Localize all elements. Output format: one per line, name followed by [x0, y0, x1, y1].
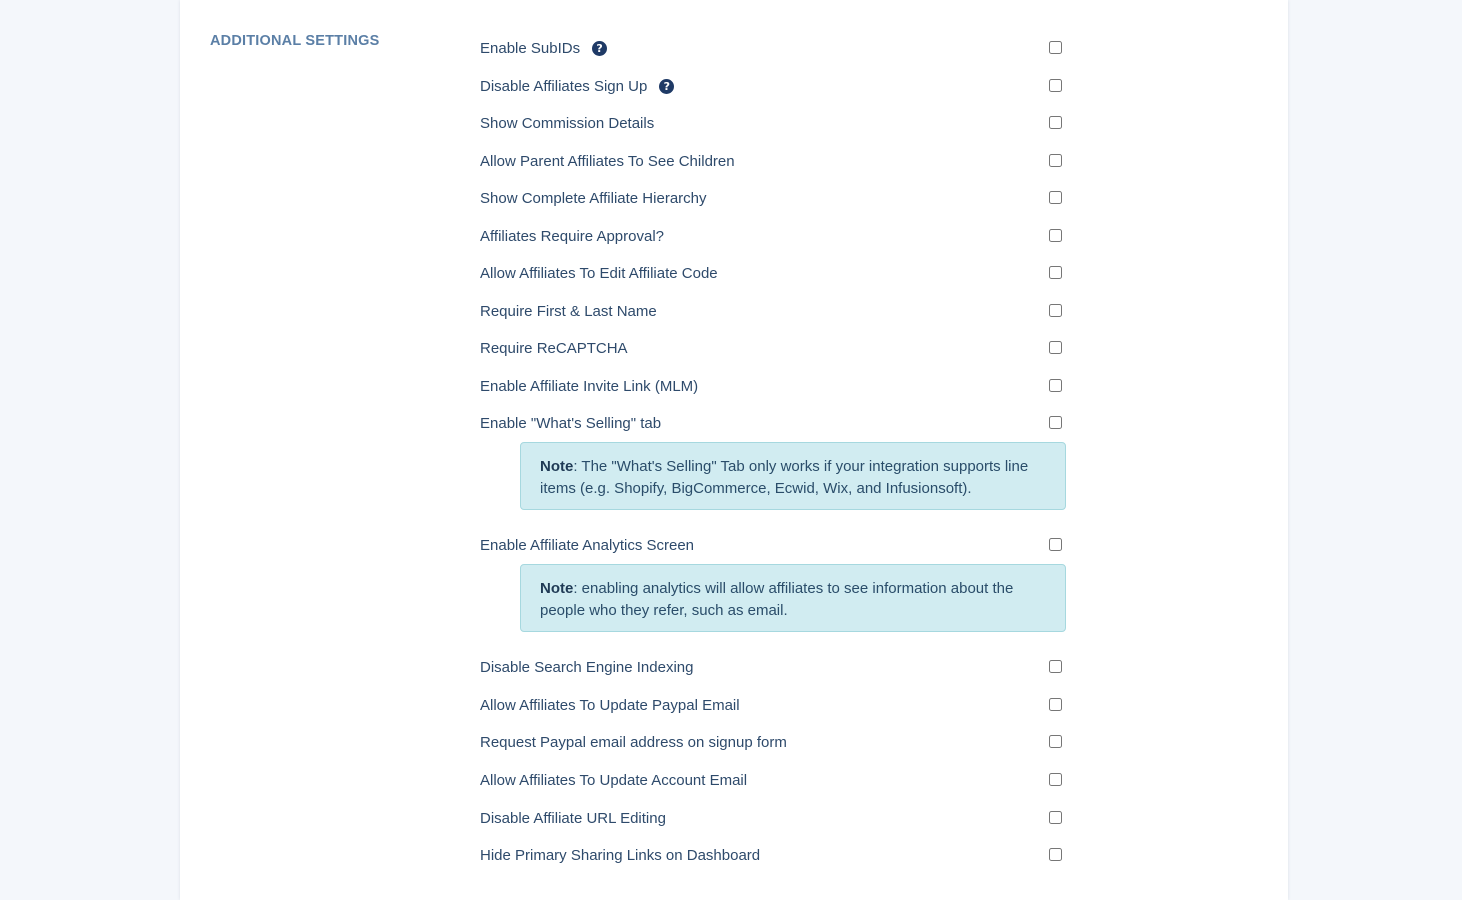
setting-row-request-paypal-email — [480, 731, 1070, 755]
request-paypal-email-checkbox[interactable] — [1049, 735, 1062, 748]
setting-label: Require First & Last Name — [480, 303, 657, 320]
setting-label: Show Commission Details — [480, 115, 655, 132]
note-text: : enabling analytics will allow affiliates to see information about the people who they refer, such as email. — [540, 580, 1014, 619]
setting-row-require-first-last-name — [480, 300, 1070, 324]
setting-label: Disable Affiliate URL Editing — [480, 810, 666, 827]
note-label: Note — [540, 580, 574, 597]
section-title: ADDITIONAL SETTINGS — [210, 33, 380, 49]
setting-label: Disable Search Engine Indexing — [480, 659, 694, 676]
question-circle-icon[interactable]: ? — [592, 41, 607, 56]
affiliate-invite-link-checkbox[interactable] — [1049, 379, 1062, 392]
enable-subids-checkbox[interactable] — [1049, 41, 1062, 54]
setting-row-whats-selling-tab — [480, 412, 1070, 436]
disable-search-indexing-checkbox[interactable] — [1049, 660, 1062, 673]
update-account-email-checkbox[interactable] — [1049, 773, 1062, 786]
setting-label: Allow Parent Affiliates To See Children — [480, 153, 735, 170]
setting-label: Require ReCAPTCHA — [480, 340, 628, 357]
require-first-last-name-checkbox[interactable] — [1049, 304, 1062, 317]
show-commission-details-checkbox[interactable] — [1049, 116, 1062, 129]
require-recaptcha-checkbox[interactable] — [1049, 341, 1062, 354]
setting-row-disable-url-editing — [480, 807, 1070, 831]
setting-label: Request Paypal email address on signup form — [480, 734, 787, 751]
setting-label: Enable Affiliate Analytics Screen — [480, 537, 695, 554]
disable-url-editing-checkbox[interactable] — [1049, 811, 1062, 824]
setting-row-show-complete-hierarchy — [480, 187, 1070, 211]
setting-label: Show Complete Affiliate Hierarchy — [480, 190, 707, 207]
question-circle-icon[interactable]: ? — [659, 79, 674, 94]
setting-row-edit-affiliate-code — [480, 262, 1070, 286]
setting-row-disable-affiliates-sign-up — [480, 75, 1070, 99]
setting-row-show-commission-details — [480, 112, 1070, 136]
disable-affiliates-sign-up-checkbox[interactable] — [1049, 79, 1062, 92]
allow-parent-affiliates-checkbox[interactable] — [1049, 154, 1062, 167]
setting-row-hide-sharing-links — [480, 844, 1070, 868]
setting-label: Affiliates Require Approval? — [480, 228, 664, 245]
affiliate-analytics-checkbox[interactable] — [1049, 538, 1062, 551]
setting-row-affiliates-require-approval — [480, 225, 1070, 249]
setting-row-affiliate-analytics — [480, 534, 1070, 558]
analytics-note — [520, 564, 1066, 632]
show-complete-hierarchy-checkbox[interactable] — [1049, 191, 1062, 204]
whats-selling-note — [520, 442, 1066, 510]
setting-label: Disable Affiliates Sign Up — [480, 78, 648, 95]
edit-affiliate-code-checkbox[interactable] — [1049, 266, 1062, 279]
note-label: Note — [540, 458, 574, 475]
setting-row-disable-search-indexing — [480, 656, 1070, 680]
note-text: : The "What's Selling" Tab only works if your integration supports line items (e.g. Shopify, BigCommerce, Ecwid, Wix, and Infusionsoft). — [540, 458, 1029, 497]
setting-label: Allow Affiliates To Update Account Email — [480, 772, 748, 789]
setting-row-require-recaptcha — [480, 337, 1070, 361]
setting-label: Allow Affiliates To Edit Affiliate Code — [480, 265, 718, 282]
hide-sharing-links-checkbox[interactable] — [1049, 848, 1062, 861]
whats-selling-tab-checkbox[interactable] — [1049, 416, 1062, 429]
setting-label: Enable SubIDs — [480, 40, 581, 57]
setting-label: Enable "What's Selling" tab — [480, 415, 662, 432]
setting-row-update-account-email — [480, 769, 1070, 793]
setting-row-allow-parent-affiliates — [480, 150, 1070, 174]
update-paypal-email-checkbox[interactable] — [1049, 698, 1062, 711]
setting-label: Hide Primary Sharing Links on Dashboard — [480, 847, 761, 864]
setting-row-enable-subids — [480, 37, 1070, 61]
setting-row-affiliate-invite-link — [480, 375, 1070, 399]
setting-label: Enable Affiliate Invite Link (MLM) — [480, 378, 699, 395]
setting-row-update-paypal-email — [480, 694, 1070, 718]
affiliates-require-approval-checkbox[interactable] — [1049, 229, 1062, 242]
settings-card — [180, 0, 1288, 900]
setting-label: Allow Affiliates To Update Paypal Email — [480, 697, 740, 714]
